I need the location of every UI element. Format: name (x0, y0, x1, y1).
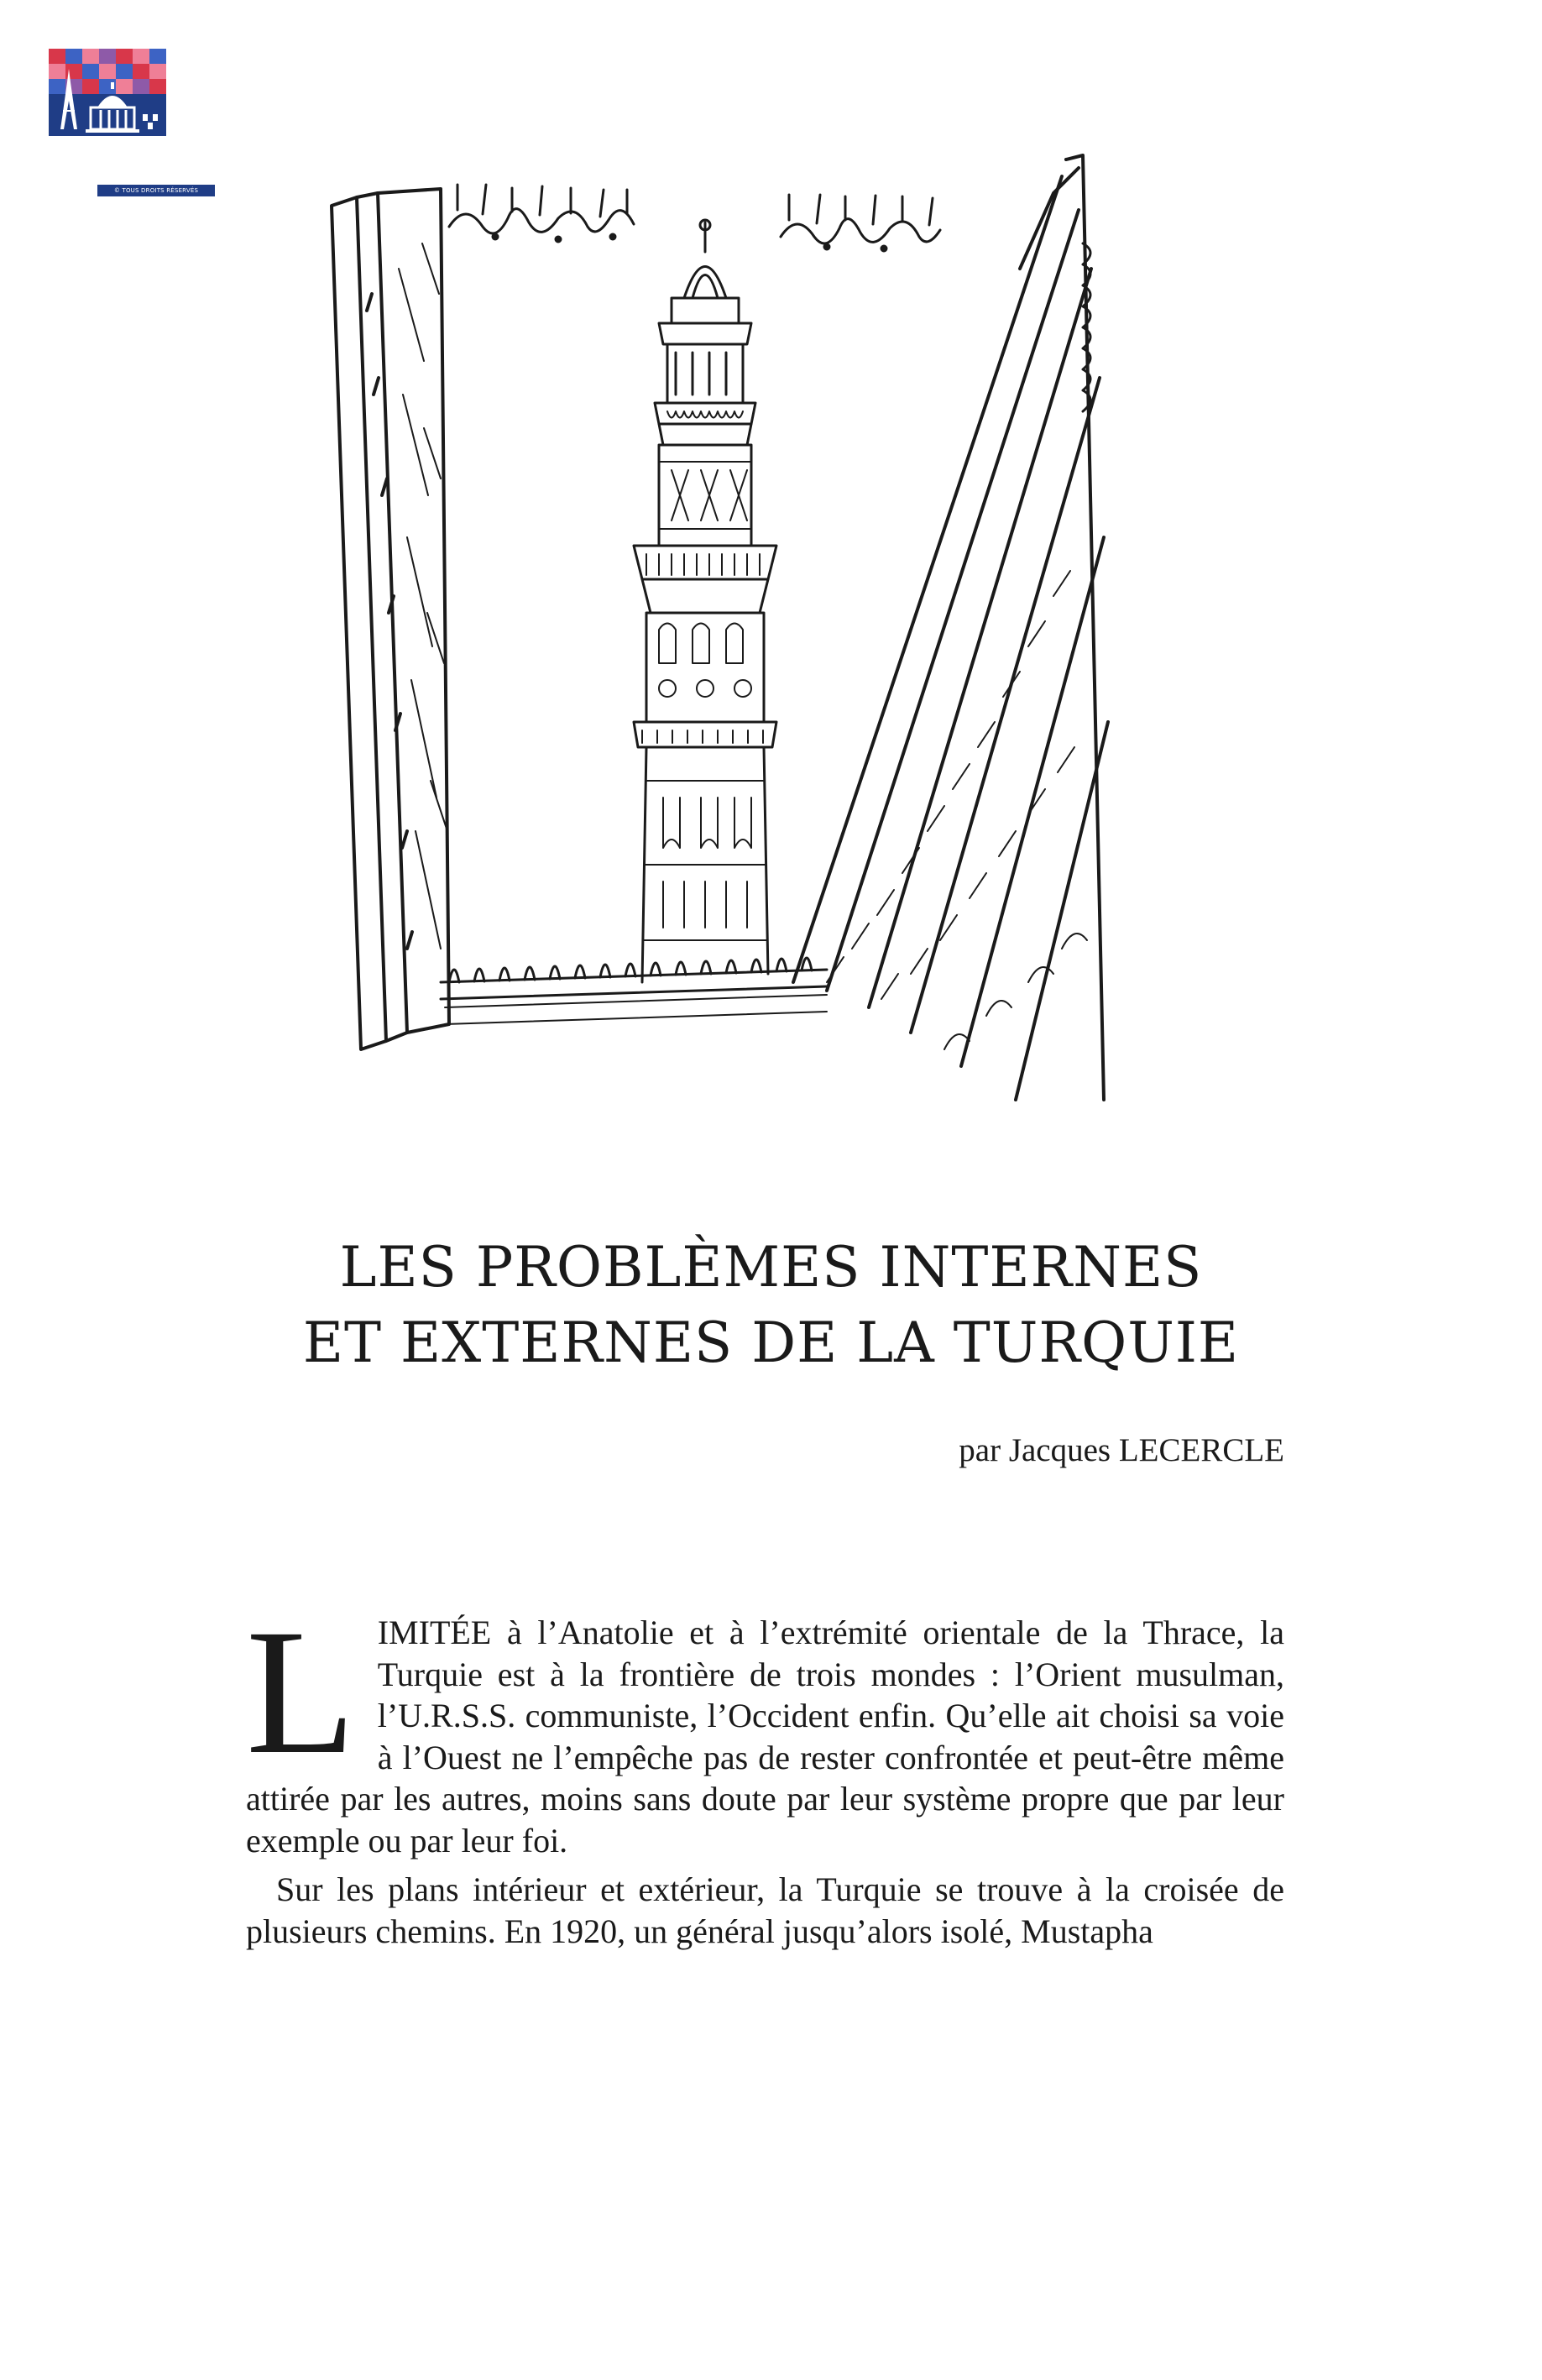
calligraphy-left (449, 185, 634, 242)
article-body (246, 1593, 1284, 1959)
author-byline: par Jacques LECERCLE (959, 1432, 1284, 1468)
logo-caption: © TOUS DROITS RÉSERVÉS (97, 185, 215, 196)
minaret-illustration (323, 143, 1205, 1108)
logo-mosaic-graphic (49, 49, 166, 136)
left-frame-post (332, 189, 449, 1049)
title-line-2: ET EXTERNES DE LA TURQUIE (302, 1310, 1240, 1375)
minaret (634, 220, 776, 982)
title-line-1: LES PROBLÈMES INTERNES (339, 1235, 1203, 1300)
paragraph-1-text: IMITÉE à l’Anatolie et à l’extrémité orientale de la Thrace, la Turquie est à la frontière de trois mondes : l’Orient musulman, l’U.R.S.S. communiste, l’Occident enfin. Qu’elle ait choisi sa voie à l’Ouest ne l’empêche pas de rester confrontée et peut-être même attirée par les autres, moins sans doute par leur système propre que par leur exemple ou par leur foi. (246, 1614, 1284, 1860)
publisher-logo (49, 49, 199, 194)
minaret-drawing (323, 143, 1205, 1108)
article-title (168, 1230, 1374, 1381)
paragraph-1 (246, 1593, 1284, 1861)
drop-cap: L (246, 1593, 356, 1792)
calligraphy-right (781, 195, 940, 251)
right-frame-beams (793, 155, 1108, 1100)
paragraph-2: Sur les plans intérieur et extérieur, la Turquie se trouve à la croisée de plusieurs chemins. En 1920, un général jusqu’alors isolé, Mustapha (246, 1870, 1284, 1950)
